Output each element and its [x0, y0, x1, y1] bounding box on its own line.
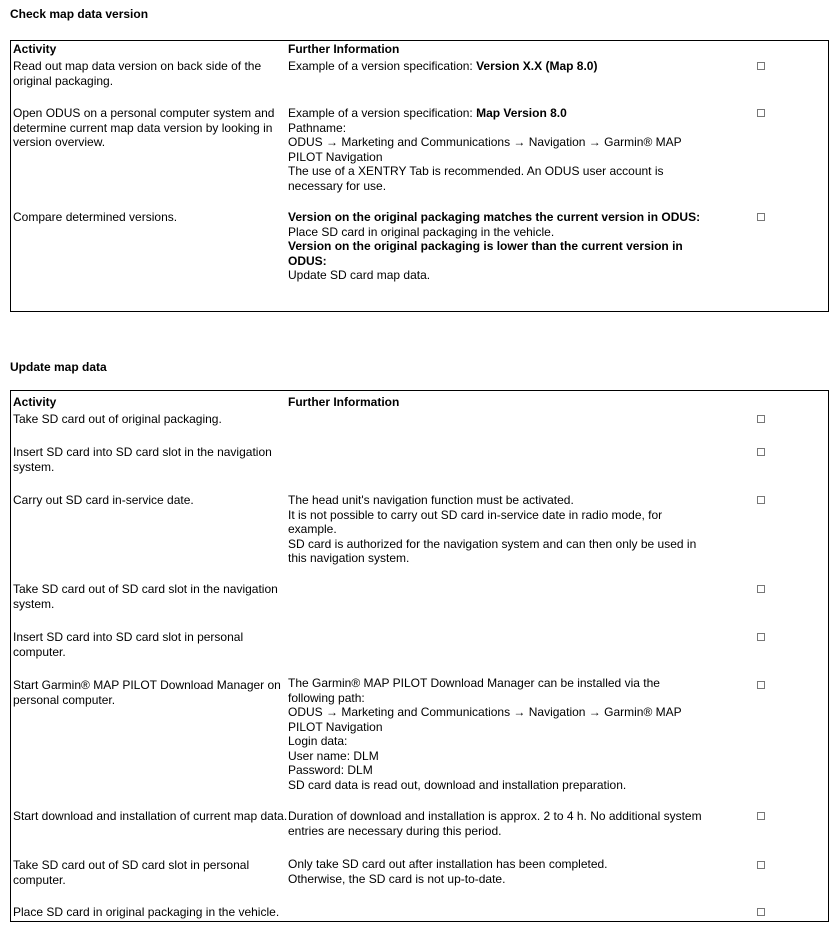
activity-cell: Take SD card out of original packaging. — [13, 412, 222, 426]
checkbox[interactable] — [757, 633, 765, 641]
table-check-map — [10, 40, 829, 312]
table-update-map — [10, 390, 829, 922]
col-header-info: Further Information — [288, 42, 400, 56]
activity-cell: Take SD card out of SD card slot in personal computer. — [13, 858, 250, 887]
checkbox[interactable] — [757, 448, 765, 456]
activity-cell: Start Garmin® MAP PILOT Download Manager on personal computer. — [13, 678, 281, 707]
info-cell — [288, 676, 703, 792]
info-line: The head unit's navigation function must be activated. — [288, 493, 574, 507]
checkbox[interactable] — [757, 213, 765, 221]
info-cell: Duration of download and installation is approx. 2 to 4 h. No additional system entries are necessary during this period. — [288, 809, 702, 838]
info-line: Only take SD card out after installation has been completed. — [288, 857, 608, 871]
checkbox[interactable] — [757, 415, 765, 423]
version-example: Map Version 8.0 — [476, 106, 567, 120]
info-cell — [288, 210, 703, 283]
info-text: Example of a version specification: — [288, 106, 477, 120]
info-line: Otherwise, the SD card is not up-to-date. — [288, 871, 506, 886]
info-line: Update SD card map data. — [288, 268, 431, 282]
info-line: SD card is authorized for the navigation system and can then only be used in this navigation system. — [288, 536, 697, 565]
activity-cell: Take SD card out of SD card slot in the navigation system. — [13, 582, 278, 611]
info-line: The use of a XENTRY Tab is recommended. An ODUS user account is necessary for use. — [288, 164, 664, 193]
version-example: Version X.X (Map 8.0) — [476, 59, 598, 73]
activity-cell: Place SD card in original packaging in the vehicle. — [13, 905, 280, 919]
checkbox[interactable] — [757, 861, 765, 869]
info-cell — [288, 106, 703, 193]
checkbox[interactable] — [757, 109, 765, 117]
info-line: SD card data is read out, download and installation preparation. — [288, 777, 627, 792]
info-line: ODUS → Marketing and Communications → Navigation → Garmin® MAP PILOT Navigation — [288, 705, 682, 734]
info-cell — [288, 59, 703, 74]
info-text: Example of a version specification: — [288, 59, 477, 73]
checkbox[interactable] — [757, 62, 765, 70]
section-title-check-map: Check map data version — [10, 7, 149, 21]
checkbox[interactable] — [757, 908, 765, 916]
activity-cell: Read out map data version on back side of the original packaging. — [13, 59, 262, 88]
col-header-activity: Activity — [13, 42, 57, 56]
activity-cell: Insert SD card into SD card slot in the navigation system. — [13, 445, 272, 474]
activity-cell: Compare determined versions. — [13, 210, 178, 224]
info-line: Pathname: — [288, 120, 347, 135]
section-title-update-map: Update map data — [10, 360, 107, 374]
info-line: Login data: — [288, 734, 348, 748]
activity-cell: Carry out SD card in-service date. — [13, 493, 194, 507]
info-cell — [288, 857, 703, 886]
info-bold: Version on the original packaging matches the current version in ODUS: — [288, 210, 701, 224]
info-line: User name: DLM — [288, 748, 379, 763]
info-bold: Version on the original packaging is lower than the current version in ODUS: — [288, 239, 683, 268]
activity-cell: Start download and installation of current map data. — [13, 809, 288, 823]
checkbox[interactable] — [757, 585, 765, 593]
info-line: The Garmin® MAP PILOT Download Manager can be installed via the following path: — [288, 676, 660, 705]
info-line: Password: DLM — [288, 763, 373, 777]
checkbox[interactable] — [757, 681, 765, 689]
col-header-info: Further Information — [288, 395, 400, 409]
checkbox[interactable] — [757, 812, 765, 820]
info-line: ODUS → Marketing and Communications → Navigation → Garmin® MAP PILOT Navigation — [288, 135, 682, 164]
info-cell — [288, 493, 703, 566]
activity-cell: Insert SD card into SD card slot in personal computer. — [13, 630, 244, 659]
info-line: It is not possible to carry out SD card in-service date in radio mode, for example. — [288, 507, 663, 536]
col-header-activity: Activity — [13, 395, 57, 409]
checkbox[interactable] — [757, 496, 765, 504]
activity-cell: Open ODUS on a personal computer system and determine current map data version by looking in version overview. — [13, 106, 275, 149]
info-line: Place SD card in original packaging in the vehicle. — [288, 224, 555, 239]
